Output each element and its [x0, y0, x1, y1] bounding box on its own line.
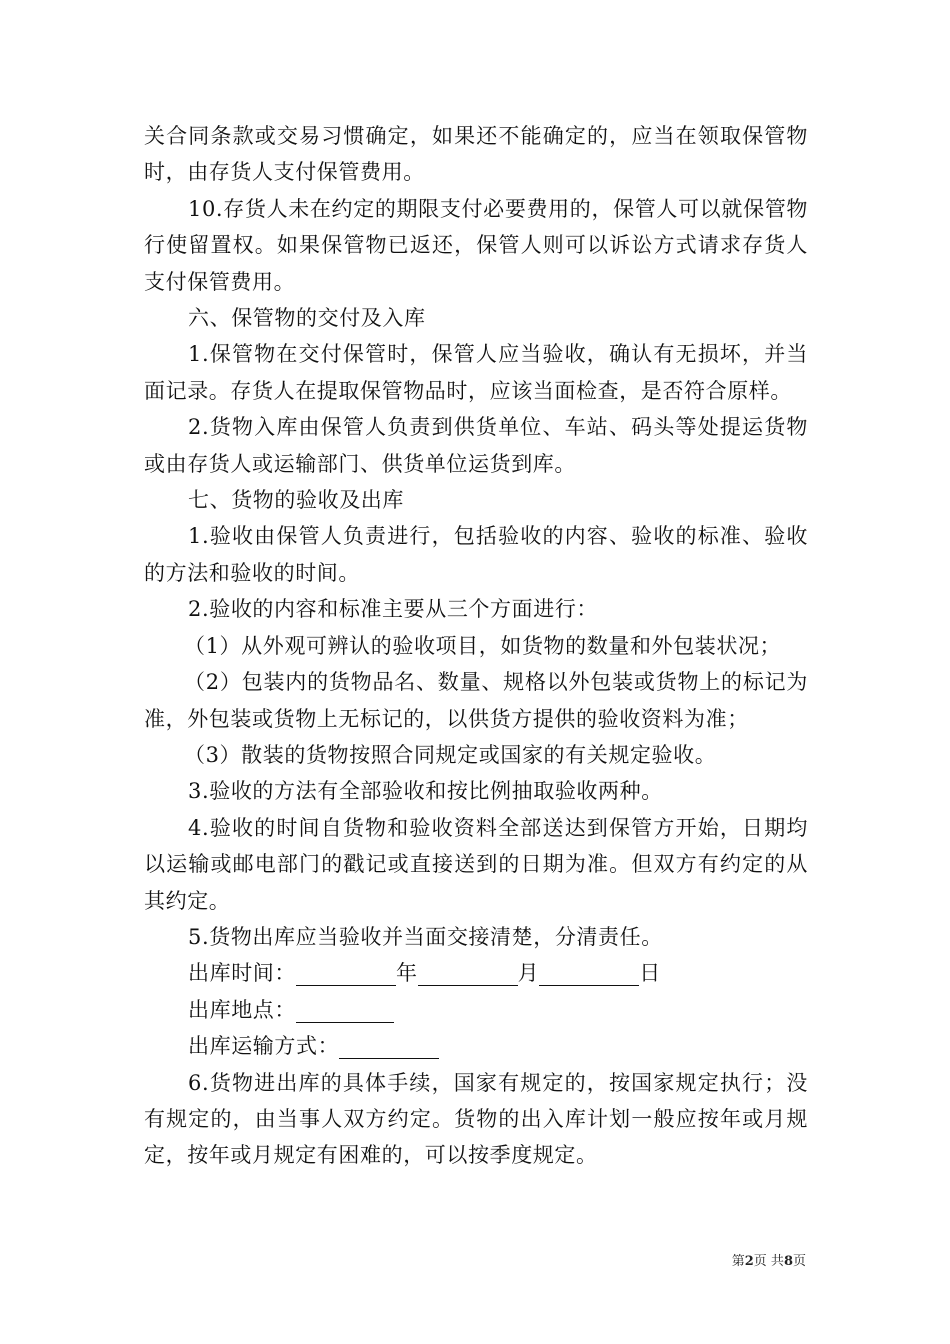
section-heading-7: 七、货物的验收及出库 — [188, 488, 404, 513]
document-body — [144, 118, 808, 1174]
total-page-number: 8 — [783, 1254, 793, 1269]
section-heading-6: 六、保管物的交付及入库 — [188, 306, 426, 331]
paragraph-7-4: 4.验收的时间自货物和验收资料全部送达到保管方开始，日期均以运输或邮电部门的戳记或直接送到的日期为准。但双方有约定的从其约定。 — [144, 815, 808, 913]
month-label: 月 — [517, 961, 540, 986]
paragraph-7-3: 3.验收的方法有全部验收和按比例抽取验收两种。 — [188, 779, 663, 804]
paragraph-7-1: 1.验收由保管人负责进行，包括验收的内容、验收的标准、验收的方法和验收的时间。 — [144, 524, 808, 585]
footer-suffix: 页 — [792, 1254, 806, 1269]
footer-mid: 页 共 — [753, 1254, 784, 1269]
month-blank[interactable] — [418, 961, 518, 986]
paragraph-clause-10: 10.存货人未在约定的期限支付必要费用的，保管人可以就保管物行使留置权。如果保管物已返还，保管人则可以诉讼方式请求存货人支付保管费用。 — [144, 196, 808, 294]
outbound-time-line — [144, 955, 808, 991]
paragraph-7-2-item-3: （3）散装的货物按照合同规定或国家的有关规定验收。 — [184, 742, 717, 767]
outbound-transport-line — [144, 1028, 808, 1064]
paragraph-6-1: 1.保管物在交付保管时，保管人应当验收，确认有无损坏，并当面记录。存货人在提取保管物品时，应该当面检查，是否符合原样。 — [144, 342, 808, 403]
place-blank[interactable] — [296, 998, 394, 1023]
paragraph-7-2: 2.验收的内容和标准主要从三个方面进行： — [188, 597, 599, 622]
outbound-place-label: 出库地点： — [188, 997, 296, 1022]
day-blank[interactable] — [539, 961, 639, 986]
current-page-number: 2 — [744, 1254, 754, 1269]
paragraph-7-6: 6.货物进出库的具体手续，国家有规定的，按国家规定执行；没有规定的，由当事人双方约定。货物的出入库计划一般应按年或月规定，按年或月规定有困难的，可以按季度规定。 — [144, 1070, 808, 1168]
transport-blank[interactable] — [339, 1034, 439, 1059]
paragraph-6-2: 2.货物入库由保管人负责到供货单位、车站、码头等处提运货物或由存货人或运输部门、供货单位运货到库。 — [144, 415, 808, 476]
paragraph-continued: 关合同条款或交易习惯确定，如果还不能确定的，应当在领取保管物时，由存货人支付保管费用。 — [144, 124, 808, 185]
day-label: 日 — [639, 961, 661, 986]
page-footer — [732, 1250, 806, 1269]
outbound-place-line — [144, 992, 808, 1028]
year-label: 年 — [396, 961, 418, 986]
year-blank[interactable] — [296, 961, 396, 986]
outbound-transport-label: 出库运输方式： — [188, 1034, 340, 1059]
paragraph-7-5: 5.货物出库应当验收并当面交接清楚，分清责任。 — [188, 924, 663, 949]
paragraph-7-2-item-2: （2）包装内的货物品名、数量、规格以外包装或货物上的标记为准，外包装或货物上无标记的，以供货方提供的验收资料为准； — [144, 670, 808, 731]
footer-prefix: 第 — [731, 1254, 745, 1269]
paragraph-7-2-item-1: （1）从外观可辨认的验收项目，如货物的数量和外包装状况； — [184, 633, 782, 658]
outbound-time-label: 出库时间： — [188, 961, 296, 986]
